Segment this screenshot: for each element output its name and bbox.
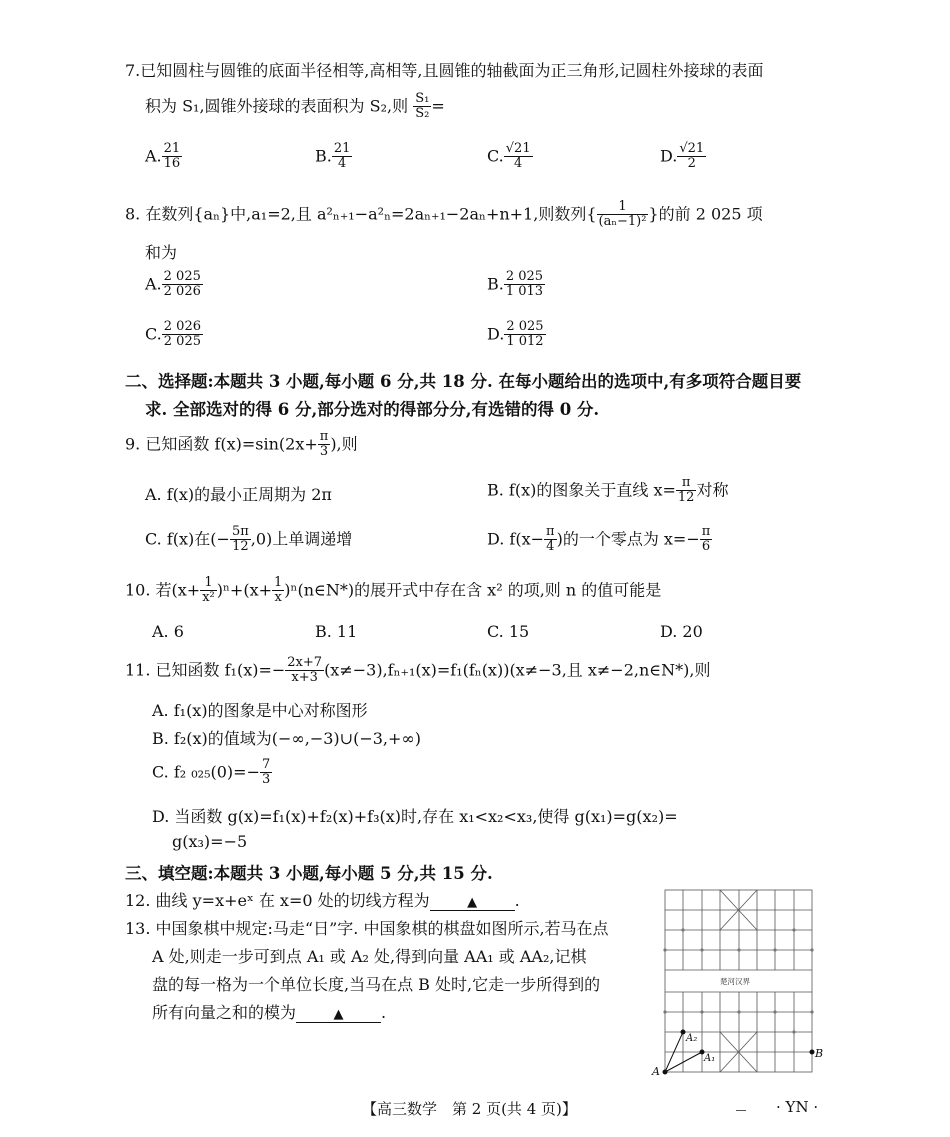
q8-text-a: 8. 在数列{aₙ}中,a₁=2,且 a²ₙ₊₁−a²ₙ=2aₙ₊₁−2aₙ+n+1,则数列{ (125, 204, 597, 224)
q10-option-d: D. 20 (660, 622, 703, 641)
q11-stem-a: 11. 已知函数 f₁(x)=− (125, 660, 286, 680)
q11-option-c (152, 758, 272, 788)
q13-line2: A 处,则走一步可到点 A₁ 或 A₂ 处,得到向量 AA₁ 或 AA₂,记棋 (152, 947, 587, 966)
point-a2-label: A₂ (686, 1033, 698, 1044)
q8-option-a (145, 270, 203, 300)
frac-num: 21 (333, 141, 351, 156)
chess-board-figure (650, 885, 830, 1080)
q7-ratio-num: S₁ (415, 91, 430, 106)
frac-num: √21 (679, 141, 705, 156)
q13-line4-text: 所有向量之和的模为 (152, 1003, 297, 1022)
frac-den: 16 (163, 156, 181, 172)
river-text: 楚河汉界 (720, 977, 750, 986)
frac-num: 21 (163, 141, 181, 156)
frac-num: 1 (200, 576, 217, 591)
q7-line2-text: 积为 S₁,圆锥外接球的表面积为 S₂,则 (145, 96, 409, 116)
q9-option-d (487, 525, 712, 555)
q12-period: . (514, 891, 520, 910)
q9-option-c (145, 525, 352, 555)
option-fraction (504, 270, 545, 300)
frac-num: π (319, 429, 329, 444)
frac-num: 2x+7 (287, 655, 323, 670)
q8-line2: 和为 (145, 243, 178, 262)
q10-stem-c: )ⁿ(n∈N*)的展开式中存在含 x² 的项,则 n 的值可能是 (284, 580, 662, 600)
q9-option-a: A. f(x)的最小正周期为 2π (145, 485, 332, 504)
q10-stem (125, 576, 661, 606)
q9-c-b: ,0)上单调递增 (250, 529, 353, 549)
footer-dash (736, 1110, 746, 1111)
frac-num: 1 (597, 200, 649, 215)
frac-den: x (274, 590, 282, 606)
q10-fraction-2 (272, 576, 284, 606)
q11-c-a: C. f₂ ₀₂₅(0)=− (152, 762, 260, 782)
page-footer: 【高三数学 第 2 页(共 4 页)】 (362, 1100, 577, 1118)
triangle-icon: ▲ (333, 1007, 344, 1022)
frac-num: 2 025 (506, 319, 544, 334)
q10-option-a: A. 6 (152, 622, 184, 641)
q12-answer-blank[interactable] (430, 891, 515, 911)
q9-b-a: B. f(x)的图象关于直线 x= (487, 480, 676, 500)
frac-num: π (676, 476, 697, 491)
q13-period: . (381, 1003, 387, 1022)
q8-line1 (125, 200, 763, 230)
q12 (125, 888, 520, 911)
q9-stem (125, 430, 358, 460)
q9-stem-b: ),则 (330, 434, 358, 454)
option-label: B. (315, 146, 332, 166)
q8-option-b (487, 270, 545, 300)
q10-option-b: B. 11 (315, 622, 358, 641)
q10-option-c: C. 15 (487, 622, 530, 641)
q11-c-fraction (260, 758, 272, 788)
option-fraction (504, 320, 545, 350)
frac-den: 4 (546, 539, 555, 555)
q9-b-b: 对称 (696, 480, 729, 500)
q9-d-fraction-2 (700, 525, 713, 555)
q7-line2 (145, 92, 445, 122)
point-a1-label: A₁ (704, 1053, 716, 1064)
option-fraction (504, 142, 533, 172)
section2-heading-line1: 二、选择题:本题共 3 小题,每小题 6 分,共 18 分. 在每小题给出的选项中,有多项符合题目要 (125, 372, 802, 391)
q13-answer-blank[interactable] (296, 1003, 381, 1023)
option-label: A. (145, 146, 162, 166)
option-label: D. (660, 146, 678, 166)
q9-stem-a: 9. 已知函数 f(x)=sin(2x+ (125, 434, 318, 454)
q11-option-a: A. f₁(x)的图象是中心对称图形 (152, 701, 368, 720)
q8-inner-fraction (597, 200, 649, 230)
q10-stem-b: )ⁿ+(x+ (216, 580, 273, 600)
frac-num: 2 026 (163, 319, 201, 334)
option-fraction (162, 320, 203, 350)
q9-d-a: D. f(x− (487, 529, 545, 549)
frac-num: √21 (505, 141, 531, 156)
frac-num: π (701, 524, 711, 539)
frac-den: 12 (232, 539, 249, 555)
frac-den: 1 012 (506, 334, 544, 350)
q9-b-fraction (676, 476, 697, 506)
option-fraction (332, 142, 353, 172)
triangle-icon: ▲ (467, 895, 478, 910)
q9-stem-fraction (318, 430, 331, 460)
frac-den: 2 025 (163, 334, 201, 350)
option-label: B. (487, 274, 504, 294)
q13-line3: 盘的每一格为一个单位长度,当马在点 B 处时,它走一步所得到的 (152, 975, 601, 994)
option-fraction (162, 270, 203, 300)
frac-den: 4 (514, 156, 523, 172)
frac-den: x² (202, 590, 215, 606)
q9-option-b (487, 476, 728, 506)
frac-num: π (546, 524, 555, 539)
q11-option-b: B. f₂(x)的值域为(−∞,−3)∪(−3,+∞) (152, 729, 421, 748)
option-label: C. (145, 324, 162, 344)
q10-fraction-1 (200, 576, 217, 606)
point-a-label: A (652, 1065, 660, 1078)
section2-heading-line2: 求. 全部选对的得 6 分,部分选对的得部分分,有选错的得 0 分. (145, 400, 600, 419)
frac-num: 2 025 (505, 269, 544, 284)
frac-den: 2 026 (163, 284, 201, 300)
section3-heading: 三、填空题:本题共 3 小题,每小题 5 分,共 15 分. (125, 864, 493, 883)
frac-den: 3 (261, 772, 271, 788)
option-fraction (162, 142, 183, 172)
q11-stem (125, 656, 710, 686)
frac-den: 2 (687, 156, 696, 172)
footer-code: · YN · (776, 1098, 819, 1116)
q11-stem-b: (x≠−3),fₙ₊₁(x)=f₁(fₙ(x))(x≠−3,且 x≠−2,n∈N*),则 (324, 660, 711, 680)
option-label: C. (487, 146, 504, 166)
q7-option-c (487, 142, 533, 172)
q11-stem-fraction (285, 656, 324, 686)
frac-num: 7 (261, 757, 271, 772)
q11-option-d-line1: D. 当函数 g(x)=f₁(x)+f₂(x)+f₃(x)时,存在 x₁<x₂<x₃,使得 g(x₁)=g(x₂)= (152, 807, 678, 826)
q7-ratio-den: S₂ (415, 106, 430, 122)
q7-option-d (660, 142, 706, 172)
frac-den: 3 (319, 444, 329, 460)
option-label: A. (145, 274, 162, 294)
point-b-label: B (815, 1047, 824, 1060)
q9-d-b: )的一个零点为 x=− (556, 529, 700, 549)
q13-line1: 13. 中国象棋中规定:马走“日”字. 中国象棋的棋盘如图所示,若马在点 (125, 919, 609, 938)
frac-num: 5π (231, 524, 249, 539)
frac-num: 2 025 (163, 269, 201, 284)
frac-num: 1 (274, 575, 283, 590)
q9-c-fraction (230, 525, 251, 555)
q9-d-fraction (544, 525, 557, 555)
frac-den: 6 (701, 539, 711, 555)
option-label: D. (487, 324, 505, 344)
frac-den: x+3 (291, 670, 318, 686)
frac-den: (aₙ−1)² (598, 214, 647, 230)
option-fraction (677, 142, 706, 172)
q8-option-d (487, 320, 546, 350)
q7-eq: = (431, 96, 445, 116)
q7-ratio (413, 92, 431, 122)
frac-den: 4 (337, 156, 347, 172)
frac-den: 1 013 (505, 284, 544, 300)
q13-line4 (152, 1000, 386, 1023)
q7-option-a (145, 142, 182, 172)
q11-option-d-line2: g(x₃)=−5 (172, 832, 248, 851)
q8-text-b: }的前 2 025 项 (648, 204, 763, 224)
q9-c-a: C. f(x)在(− (145, 529, 230, 549)
frac-den: 12 (677, 490, 695, 506)
q12-text: 12. 曲线 y=x+eˣ 在 x=0 处的切线方程为 (125, 891, 430, 910)
q10-stem-a: 10. 若(x+ (125, 580, 201, 600)
q8-option-c (145, 320, 203, 350)
q7-line1: 7.已知圆柱与圆锥的底面半径相等,高相等,且圆锥的轴截面为正三角形,记圆柱外接球的表面 (125, 61, 764, 80)
q7-option-b (315, 142, 352, 172)
